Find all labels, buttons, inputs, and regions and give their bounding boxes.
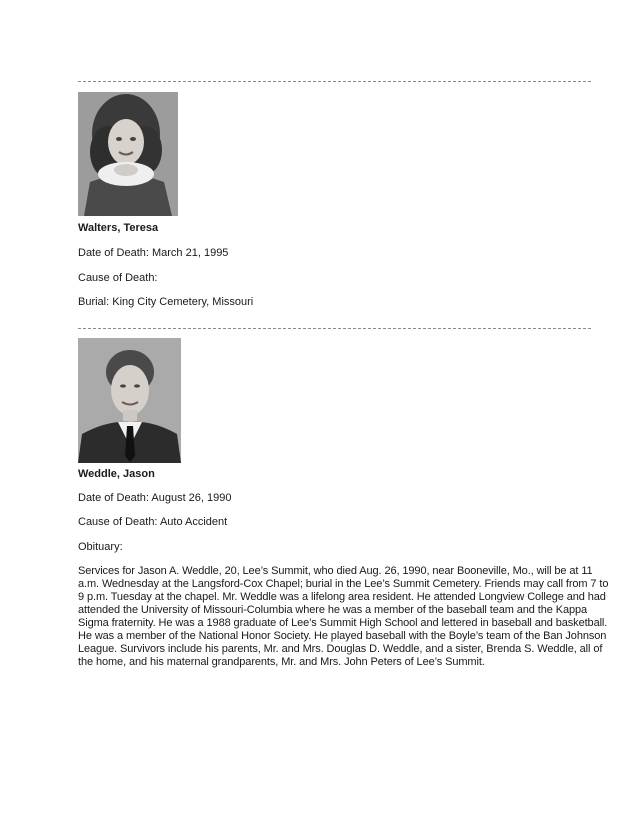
obituary-line: 9 p.m. Tuesday at the chapel. Mr. Weddle was a lifelong area resident. He attended Longview College and had [78, 591, 606, 603]
obituary-line: a.m. Wednesday at the Langsford-Cox Chapel; burial in the Lee’s Summit Cemetery. Friends may call from 7 to [78, 578, 609, 590]
date-of-death: Date of Death: March 21, 1995 [78, 247, 229, 259]
burial-location: Burial: King City Cemetery, Missouri [78, 296, 254, 308]
obituary-text [78, 565, 609, 669]
obituary-line: attended the University of Missouri-Columbia where he was a member of the baseball team and the Kappa [78, 604, 588, 616]
portrait-photo-weddle [78, 338, 181, 463]
obituary-line: Sigma fraternity. He was a 1988 graduate of Lee’s Summit High School and lettered in baseball and basketball. [78, 617, 608, 629]
obituary-line: Services for Jason A. Weddle, 20, Lee’s Summit, who died Aug. 26, 1990, near Booneville, Mo., will be at 11 [78, 565, 593, 577]
cause-of-death: Cause of Death: Auto Accident [78, 516, 228, 528]
portrait-photo-walters [78, 92, 178, 216]
cause-of-death: Cause of Death: [78, 272, 158, 284]
obituary-line: He was a member of the National Honor Society. He played baseball with the Boyle’s team of the Ban Johnson [78, 630, 607, 642]
section-divider [78, 328, 591, 329]
obituary-line: League. Survivors include his parents, Mr. and Mrs. Douglas D. Weddle, and a sister, Brenda S. Weddle, all of [78, 643, 603, 655]
person-name: Walters, Teresa [78, 222, 159, 234]
obituary-label: Obituary: [78, 541, 123, 553]
section-divider [78, 81, 591, 82]
date-of-death: Date of Death: August 26, 1990 [78, 492, 232, 504]
obituary-line: the home, and his maternal grandparents, Mr. and Mrs. John Peters of Lee’s Summit. [78, 656, 485, 668]
person-name: Weddle, Jason [78, 468, 155, 480]
